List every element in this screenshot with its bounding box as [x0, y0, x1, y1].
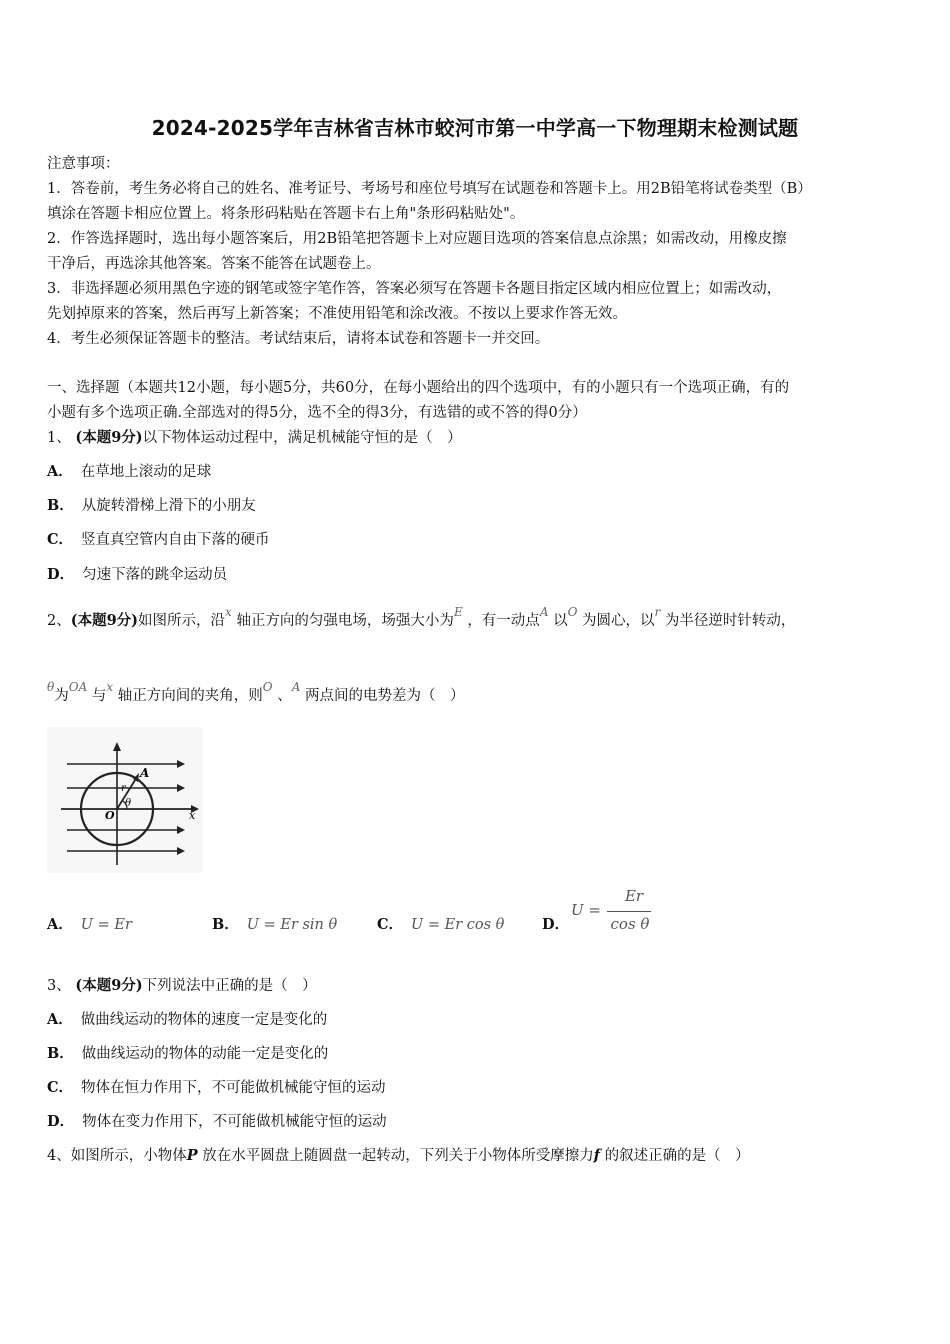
- question-text: 如图所示，沿: [138, 613, 226, 629]
- option-text: 从旋转滑梯上滑下的小朋友: [81, 498, 256, 514]
- option-label: C．: [47, 531, 74, 548]
- math-var: P: [186, 1147, 198, 1164]
- option-b[interactable]: [47, 494, 256, 515]
- question-text: 、: [277, 688, 292, 704]
- choice-b[interactable]: [212, 913, 337, 934]
- question-number: 4、: [47, 1148, 71, 1164]
- math-var: θ: [47, 680, 55, 694]
- option-label: C．: [47, 1079, 74, 1096]
- question-text: 为半径逆时针转动，: [664, 613, 796, 629]
- option-label: A．: [47, 463, 73, 480]
- option-b[interactable]: [47, 1042, 328, 1063]
- question-text: 放在水平圆盘上随圆盘一起转动，下列关于小物体所受摩擦力: [202, 1148, 594, 1164]
- question-text: 两点间的电势差为（ ）: [304, 688, 465, 704]
- question-text: 轴正方向的匀强电场，场强大小为: [236, 613, 454, 629]
- option-label: B．: [47, 1045, 74, 1062]
- notice-line: 先划掉原来的答案，然后再写上新答案；不准使用铅笔和涂改液。不按以上要求作答无效。: [47, 306, 627, 322]
- option-text: 做曲线运动的物体的动能一定是变化的: [81, 1046, 329, 1062]
- option-label: D．: [47, 566, 75, 583]
- question-tag: (本题9分): [75, 429, 143, 446]
- formula: U = Er sin θ: [246, 917, 338, 933]
- question-text: 为圆心，以: [582, 613, 655, 629]
- choice-a[interactable]: [47, 913, 132, 934]
- question-text: 下列说法中正确的是（ ）: [142, 978, 317, 994]
- option-label: A．: [47, 916, 73, 933]
- page-title: 2024-2025学年吉林省吉林市蛟河市第一中学高一下物理期末检测试题: [151, 116, 799, 140]
- notice-line: 填涂在答题卡相应位置上。将条形码粘贴在答题卡右上角"条形码粘贴处"。: [47, 206, 525, 222]
- section-heading-cont: 小题有多个选项正确.全部选对的得5分，选不全的得3分，有选错的或不答的得0分）: [47, 405, 587, 421]
- choice-c[interactable]: [377, 913, 504, 934]
- math-var: A: [539, 605, 549, 619]
- notice-line: 干净后，再选涂其他答案。答案不能答在试题卷上。: [47, 256, 381, 272]
- option-text: 物体在变力作用下，不可能做机械能守恒的运动: [82, 1114, 387, 1130]
- math-var: x: [225, 605, 232, 619]
- math-var: x: [106, 680, 114, 694]
- option-label: D．: [542, 916, 570, 933]
- option-text: 在草地上滚动的足球: [80, 464, 212, 480]
- question-text: 如图所示，小物体: [70, 1148, 187, 1164]
- question-text: ，有一动点: [467, 613, 540, 629]
- fraction-denominator: cos θ: [610, 915, 650, 933]
- question-text: 轴正方向间的夹角，则: [117, 688, 263, 704]
- option-text: 匀速下落的跳伞运动员: [82, 567, 228, 583]
- question-1-stem: [47, 426, 462, 447]
- option-label: C．: [377, 916, 404, 933]
- formula: U = Er: [80, 917, 132, 933]
- option-label: B．: [47, 497, 74, 514]
- math-var: OA: [68, 680, 88, 694]
- label-o: O: [105, 809, 115, 822]
- formula-lhs: U =: [571, 901, 601, 919]
- formula: U = Er cos θ: [411, 917, 505, 933]
- question-tag: (本题9分): [75, 977, 143, 994]
- math-var: f: [593, 1147, 600, 1164]
- notice-line: 1．答卷前，考生务必将自己的姓名、准考证号、考场号和座位号填写在试题卷和答题卡上。用2B铅笔将试卷类型（B）: [47, 181, 812, 197]
- notice-line: 2．作答选择题时，选出每小题答案后，用2B铅笔把答题卡上对应题目选项的答案信息点涂黑；如需改动，用橡皮擦: [47, 231, 787, 247]
- notice-line: 3．非选择题必须用黑色字迹的钢笔或签字笔作答，答案必须写在答题卡各题目指定区域内相应位置上；如需改动，: [47, 281, 782, 297]
- math-var: A: [291, 680, 301, 694]
- question-number: 1、: [47, 430, 71, 446]
- math-var: O: [262, 680, 273, 694]
- math-var: E: [453, 605, 463, 619]
- notice-line: 4．考生必须保证答题卡的整洁。考试结束后，请将本试卷和答题卡一并交回。: [47, 331, 550, 347]
- label-theta: θ: [125, 798, 132, 809]
- question-number: 2、: [47, 613, 71, 629]
- question-2-stem-cont: [47, 680, 465, 705]
- option-text: 物体在恒力作用下，不可能做机械能守恒的运动: [81, 1080, 386, 1096]
- question-text: 以下物体运动过程中，满足机械能守恒的是（ ）: [142, 430, 462, 446]
- question-text: 以: [553, 613, 568, 629]
- electric-field-circle-figure: [47, 727, 203, 873]
- section-heading: 一、选择题（本题共12小题，每小题5分，共60分，在每小题给出的四个选项中，有的小题只有一个选项正确，有的: [47, 380, 790, 396]
- question-text: 的叙述正确的是（ ）: [604, 1148, 750, 1164]
- math-var: r: [654, 605, 661, 619]
- option-label: B．: [212, 916, 239, 933]
- option-text: 做曲线运动的物体的速度一定是变化的: [80, 1012, 328, 1028]
- question-2-stem: [47, 605, 796, 630]
- notice-heading: 注意事项：: [47, 156, 120, 172]
- fraction-numerator: Er: [624, 887, 644, 905]
- option-a[interactable]: [47, 1008, 327, 1029]
- math-var: O: [567, 605, 578, 619]
- question-tag: (本题9分): [70, 612, 139, 629]
- question-text: 与: [91, 688, 107, 704]
- label-x: x: [189, 809, 196, 822]
- option-d[interactable]: [47, 1110, 387, 1131]
- option-c[interactable]: [47, 1076, 386, 1097]
- option-c[interactable]: [47, 528, 270, 549]
- question-text: 为: [54, 688, 69, 704]
- option-label: D．: [47, 1113, 75, 1130]
- option-a[interactable]: [47, 460, 211, 481]
- option-d[interactable]: [47, 563, 227, 584]
- question-number: 3、: [47, 978, 71, 994]
- option-text: 竖直真空管内自由下落的硬币: [81, 532, 270, 548]
- question-3-stem: [47, 974, 317, 995]
- fraction-bar: [607, 911, 651, 912]
- question-4-stem: [47, 1144, 750, 1165]
- option-label: A．: [47, 1011, 73, 1028]
- label-a: A: [140, 766, 150, 780]
- label-r: r: [121, 783, 126, 794]
